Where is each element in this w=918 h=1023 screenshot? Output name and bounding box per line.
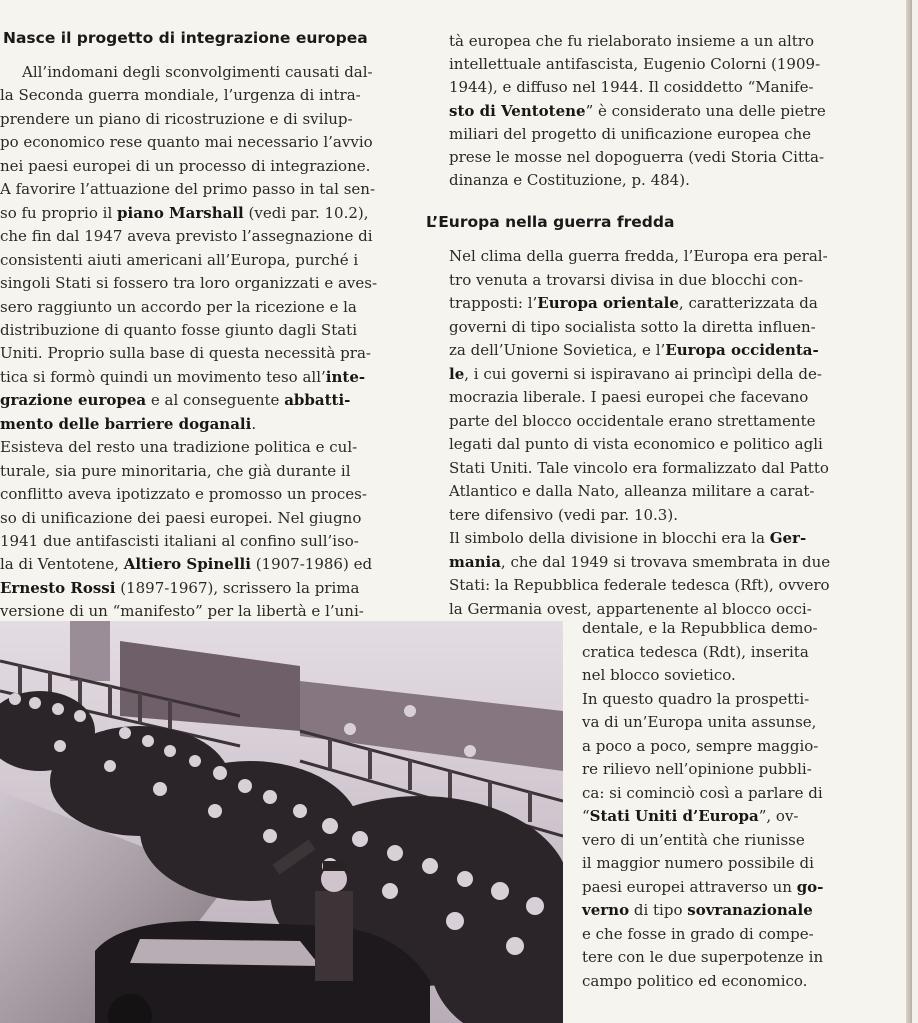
text-line (449, 292, 829, 315)
text-segment: , che dal 1949 si trovava smembrata in due (500, 552, 831, 571)
text-line: Atlantico e dalla Nato, alleanza militare a carat- (449, 482, 815, 500)
text-line: a poco a poco, sempre maggio- (582, 736, 819, 755)
text-segment: so fu proprio il (0, 203, 118, 222)
bold-term: mento delle barriere doganali (0, 414, 252, 433)
bold-term: Ernesto Rossi (0, 578, 116, 597)
text-segment: . (251, 414, 257, 433)
text-line (582, 899, 832, 922)
text-segment: , caratterizzata da (678, 294, 818, 312)
text-line (0, 366, 400, 389)
text-line: ca: si cominciò così a parlare di (582, 783, 823, 802)
text-line (449, 100, 829, 123)
text-line: tà europea che fu rielaborato insieme a un altro (449, 32, 814, 50)
text-line (582, 805, 832, 828)
text-segment: e al conseguente (146, 391, 285, 410)
text-line: re rilievo nell’opinione pubbli- (582, 760, 812, 778)
text-line: miliari del progetto di unificazione europea che (449, 124, 812, 143)
text-line: 1941 due antifascisti italiani al confino sull’iso- (0, 532, 359, 550)
text-segment: la di Ventotene, (0, 555, 124, 574)
text-line (449, 339, 829, 362)
text-line: tere difensivo (vedi par. 10.3). (449, 505, 678, 524)
text-line: prendere un piano di ricostruzione e di svilup- (0, 109, 353, 128)
text-line: Nel clima della guerra fredda, l’Europa era peral- (449, 247, 828, 265)
text-line (0, 577, 400, 600)
text-segment: ” è considerato una delle pietre (585, 101, 826, 120)
text-line: A favorire l’attuazione del primo passo in tal sen- (0, 180, 376, 199)
text-line: dentale, e la Repubblica demo- (582, 619, 818, 637)
text-line: Stati Uniti. Tale vincolo era formalizzato dal Patto (449, 458, 829, 477)
bold-term: le (449, 364, 465, 383)
text-line: dinanza e Costituzione, p. 484). (449, 171, 690, 190)
text-line: la Germania ovest, appartenente al blocco occi- (449, 599, 812, 618)
text-segment: (1897-1967), scrissero la prima (115, 578, 360, 597)
bold-term: Stati Uniti d’Europa (589, 807, 759, 825)
text-line: conflitto aveva ipotizzato e promosso un proces- (0, 485, 367, 504)
text-line: Uniti. Proprio sulla base di questa necessità pra- (0, 344, 371, 363)
text-line: 1944), e diffuso nel 1944. Il cosiddetto “Manife- (449, 78, 814, 97)
text-line: Stati: la Repubblica federale tedesca (Rft), ovvero (449, 576, 830, 594)
bold-term: verno (582, 901, 630, 919)
text-segment: tica si formò quindi un movimento teso all’ (0, 367, 326, 386)
text-line: turale, sia pure minoritaria, che già durante il (0, 461, 351, 480)
text-segment: (1907-1986) ed (250, 555, 373, 574)
text-line: singoli Stati si fossero tra loro organizzati e aves- (0, 274, 378, 293)
text-segment: di tipo (629, 901, 688, 919)
text-line: tro venuta a trovarsi divisa in due blocchi con- (449, 270, 804, 289)
text-line: In questo quadro la prospetti- (582, 689, 810, 708)
text-line: il maggior numero possibile di (582, 854, 814, 872)
bold-term: inte- (325, 367, 366, 386)
text-line: campo politico ed economico. (582, 971, 808, 990)
text-line: prese le mosse nel dopoguerra (vedi Storia Citta- (449, 148, 825, 166)
text-line: vero di un’entità che riunisse (582, 830, 805, 849)
text-line (0, 553, 400, 576)
bold-term: piano Marshall (117, 203, 244, 222)
bold-term: abbatti- (284, 391, 351, 410)
text-line: versione di un “manifesto” per la libertà e l’uni- (0, 602, 364, 621)
text-segment: ”, ov- (758, 807, 799, 825)
bold-term: Ger- (769, 529, 807, 547)
text-segment: za dell’Unione Sovietica, e l’ (449, 341, 666, 359)
bold-term: sto di Ventotene (449, 101, 586, 120)
bold-term: Europa occidenta- (665, 341, 819, 359)
text-segment: paesi europei attraverso un (582, 877, 797, 896)
historical-photo (0, 621, 563, 1023)
text-line: nei paesi europei di un processo di integrazione. (0, 156, 371, 175)
text-line: va di un’Europa unita assunse, (582, 713, 817, 731)
text-segment: Il simbolo della divisione in blocchi era la (449, 529, 770, 547)
text-line: governi di tipo socialista sotto la diretta influen- (449, 317, 816, 336)
text-line: Esisteva del resto una tradizione politica e cul- (0, 438, 358, 457)
text-line: che fin dal 1947 aveva previsto l’assegnazione di (0, 227, 373, 246)
text-line: nel blocco sovietico. (582, 666, 736, 684)
bold-term: grazione europea (0, 391, 147, 410)
text-line: legati dal punto di vista economico e politico agli (449, 435, 823, 453)
text-line (449, 363, 829, 386)
text-line: distribuzione di quanto fosse giunto dagli Stati (0, 320, 358, 339)
section-heading-right: L’Europa nella guerra fredda (426, 213, 675, 231)
text-line: e che fosse in grado di compe- (582, 924, 814, 943)
text-line (0, 389, 400, 412)
text-line (582, 876, 832, 899)
text-line: sero raggiunto un accordo per la ricezione e la (0, 297, 357, 316)
text-line (449, 551, 829, 574)
text-segment: “ (582, 807, 590, 825)
text-line: All’indomani degli sconvolgimenti causati dal- (22, 63, 373, 81)
text-line (0, 413, 400, 436)
text-line: la Seconda guerra mondiale, l’urgenza di intra- (0, 86, 361, 105)
text-line (0, 202, 400, 225)
section-heading-left: Nasce il progetto di integrazione europea (3, 29, 368, 47)
text-line (449, 527, 829, 550)
text-line: parte del blocco occidentale erano strettamente (449, 411, 816, 430)
bold-term: sovranazionale (687, 901, 813, 919)
bold-term: mania (449, 552, 501, 571)
text-line: so di unificazione dei paesi europei. Nel giugno (0, 508, 362, 527)
text-segment: trapposti: l’ (449, 294, 538, 312)
text-segment: , i cui governi si ispiravano ai princìpi della de- (464, 364, 822, 383)
page-edge (906, 0, 912, 1023)
text-line: cratica tedesca (Rdt), inserita (582, 642, 809, 661)
bold-term: Europa orientale (537, 294, 679, 312)
bold-term: go- (796, 877, 824, 896)
text-line: po economico rese quanto mai necessario l’avvio (0, 133, 373, 152)
text-line: intellettuale antifascista, Eugenio Colorni (1909- (449, 55, 821, 74)
text-line: tere con le due superpotenze in (582, 948, 824, 966)
text-line: consistenti aiuti americani all’Europa, purché i (0, 250, 359, 269)
text-line: mocrazia liberale. I paesi europei che facevano (449, 388, 809, 406)
text-segment: (vedi par. 10.2), (243, 203, 369, 222)
bold-term: Altiero Spinelli (123, 555, 251, 574)
